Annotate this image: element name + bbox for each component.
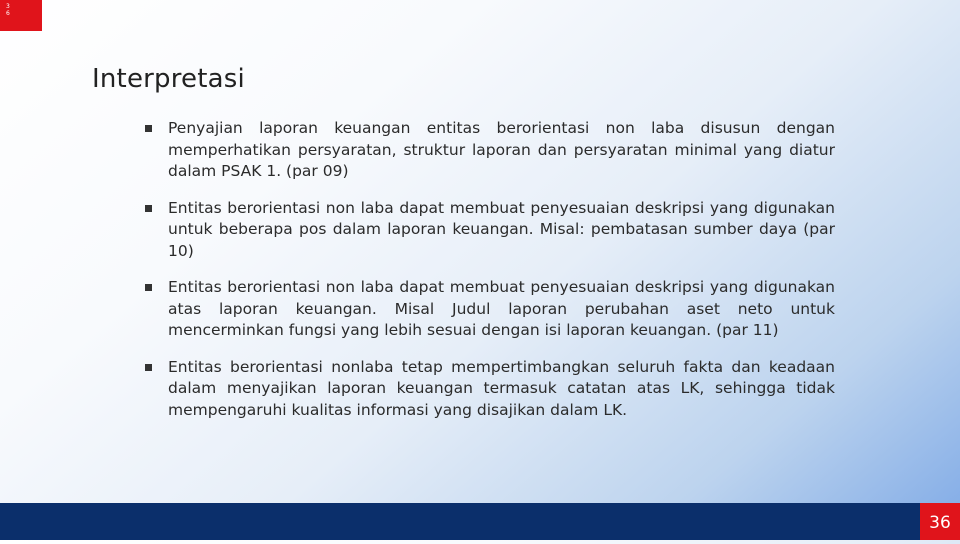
corner-tab-label bbox=[6, 3, 10, 17]
bullet-text: Entitas berorientasi non laba dapat membuat penyesuaian deskripsi yang digunakan atas laporan keuangan. Misal Judul laporan perubahan aset neto untuk mencerminkan fungsi yang lebih sesuai dengan isi laporan keuangan. (par 11) bbox=[168, 278, 835, 339]
page-number: 36 bbox=[920, 503, 960, 540]
square-bullet-icon bbox=[145, 284, 152, 291]
bullet-item bbox=[145, 357, 835, 422]
corner-tab-line-2: 6 bbox=[6, 10, 10, 17]
bullet-text: Penyajian laporan keuangan entitas berorientasi non laba disusun dengan memperhatikan persyaratan, struktur laporan dan persyaratan minimal yang diatur dalam PSAK 1. (par 09) bbox=[168, 119, 835, 180]
bullet-text: Entitas berorientasi nonlaba tetap mempertimbangkan seluruh fakta dan keadaan dalam menyajikan laporan keuangan termasuk catatan atas LK, sehingga tidak mempengaruhi kualitas informasi yang disajikan dalam LK. bbox=[168, 357, 835, 419]
slide-title: Interpretasi bbox=[92, 64, 245, 94]
bullet-item bbox=[145, 198, 835, 263]
bullet-text: Entitas berorientasi non laba dapat membuat penyesuaian deskripsi yang digunakan untuk beberapa pos dalam laporan keuangan. Misal: pembatasan sumber daya (par 10) bbox=[168, 198, 835, 260]
square-bullet-icon bbox=[145, 125, 152, 132]
bullet-item bbox=[145, 118, 835, 183]
corner-tab bbox=[0, 0, 42, 31]
bullet-item bbox=[145, 277, 835, 342]
footer-bar bbox=[0, 503, 960, 540]
corner-tab-line-1: 3 bbox=[6, 3, 10, 10]
square-bullet-icon bbox=[145, 205, 152, 212]
bullet-list bbox=[145, 118, 835, 436]
square-bullet-icon bbox=[145, 364, 152, 371]
